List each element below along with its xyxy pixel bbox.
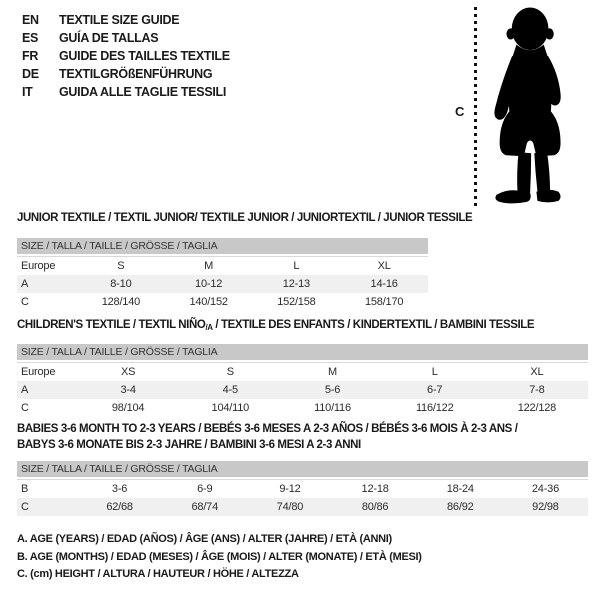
- size-cell: XL: [530, 366, 544, 378]
- language-label: GUÍA DE TALLAS: [59, 31, 159, 45]
- size-cell: 74/80: [276, 501, 304, 513]
- size-cell: 80/86: [361, 501, 389, 513]
- size-cell: 68/74: [191, 501, 219, 513]
- row-label-cell: C: [21, 501, 29, 513]
- size-cell: 122/128: [517, 402, 557, 414]
- table-row: [17, 256, 428, 275]
- children-title-text: / TEXTILE DES ENFANTS / KINDERTEXTIL / BAMBINI TESSILE: [212, 319, 535, 331]
- size-cell: 12-18: [361, 483, 389, 495]
- size-cell: 6-9: [197, 483, 213, 495]
- baby-silhouette-icon: [486, 5, 570, 208]
- size-cell: 110/116: [314, 402, 351, 414]
- size-cell: 3-4: [120, 384, 136, 396]
- size-cell: M: [328, 366, 337, 378]
- size-cell: 3-6: [111, 483, 128, 495]
- size-cell: 128/140: [101, 296, 141, 308]
- children-size-table: [17, 344, 588, 417]
- size-cell: 24-36: [531, 483, 560, 495]
- babies-title-line2: BABYS 3-6 MONATE BIS 2-3 JAHRE / BAMBINI 3-6 MESI A 2-3 ANNI: [17, 439, 361, 451]
- size-cell: 18-24: [446, 483, 474, 495]
- size-cell: 98/104: [111, 402, 145, 414]
- size-cell: S: [226, 366, 234, 378]
- size-cell: L: [293, 260, 300, 272]
- junior-size-table: [17, 238, 428, 311]
- size-cell: 62/68: [106, 501, 133, 513]
- table-row: [17, 479, 588, 498]
- row-label-cell: C: [21, 402, 29, 414]
- size-cell: L: [431, 366, 438, 378]
- row-label-cell: Europe: [21, 260, 56, 272]
- children-title-text: CHILDREN'S TEXTILE / TEXTIL NIÑO: [17, 319, 206, 331]
- size-cell: 7-8: [529, 384, 545, 396]
- size-cell: 5-6: [324, 384, 341, 396]
- babies-size-table: [17, 461, 588, 516]
- row-label-cell: C: [21, 296, 29, 308]
- size-cell: 12-13: [282, 278, 310, 290]
- table-row: [17, 498, 588, 516]
- language-row-fr: [22, 47, 230, 65]
- size-header-bar: SIZE / TALLA / TAILLE / GRÖSSE / TAGLIA: [17, 461, 588, 477]
- legend-item-c: C. (cm) HEIGHT / ALTURA / HAUTEUR / HÖHE / ALTEZZA: [17, 568, 299, 580]
- size-cell: 104/110: [211, 402, 250, 414]
- legend-item-b: B. AGE (MONTHS) / EDAD (MESES) / ÂGE (MOIS) / ALTER (MONATE) / ETÀ (MESI): [17, 550, 422, 563]
- size-cell: 152/158: [277, 296, 316, 308]
- size-cell: S: [117, 260, 125, 272]
- language-row-de: [22, 65, 230, 83]
- language-code: EN: [22, 13, 39, 27]
- size-cell: XL: [377, 260, 391, 272]
- size-cell: 140/152: [189, 296, 228, 308]
- table-row: [17, 381, 588, 399]
- children-table-title: [17, 319, 534, 332]
- row-label-cell: A: [21, 384, 29, 396]
- size-header-bar: SIZE / TALLA / TAILLE / GRÖSSE / TAGLIA: [17, 238, 428, 254]
- language-label: TEXTILE SIZE GUIDE: [59, 13, 180, 27]
- table-row: [17, 362, 588, 381]
- language-row-en: [22, 11, 230, 29]
- size-cell: 116/122: [415, 402, 454, 414]
- size-cell: 10-12: [195, 278, 223, 290]
- table-row: [17, 293, 428, 311]
- language-code: FR: [22, 49, 39, 63]
- legend-item-a: A. AGE (YEARS) / EDAD (AÑOS) / ÂGE (ANS) / ALTER (JAHRE) / ETÀ (ANNI): [17, 533, 392, 545]
- language-label: GUIDA ALLE TAGLIE TESSILI: [59, 85, 227, 99]
- language-code: IT: [22, 85, 33, 99]
- size-cell: 9-12: [279, 483, 301, 495]
- size-cell: 4-5: [222, 384, 238, 396]
- language-row-it: [22, 83, 230, 101]
- size-cell: XS: [120, 366, 136, 378]
- size-header-bar: SIZE / TALLA / TAILLE / GRÖSSE / TAGLIA: [17, 344, 588, 360]
- size-cell: 14-16: [370, 278, 398, 290]
- height-dotted-line: [474, 7, 477, 208]
- legend: [17, 531, 422, 584]
- size-cell: 6-7: [427, 384, 443, 396]
- table-row: [17, 399, 588, 417]
- row-label-cell: A: [21, 278, 29, 290]
- babies-title-line1: BABIES 3-6 MONTH TO 2-3 YEARS / BEBÉS 3-6 MESES A 2-3 AÑOS / BÉBÉS 3-6 MOIS À 2-3 ANS /: [17, 423, 518, 435]
- language-code: ES: [22, 31, 39, 45]
- children-title-subscript: /A: [205, 323, 213, 332]
- size-cell: 8-10: [110, 278, 132, 290]
- row-label-cell: Europe: [21, 366, 56, 378]
- language-label: GUIDE DES TAILLES TEXTILE: [59, 49, 230, 63]
- language-code: DE: [22, 67, 39, 81]
- language-label: TEXTILGRÖßENFÜHRUNG: [59, 67, 213, 81]
- language-row-es: [22, 29, 230, 47]
- table-row: [17, 275, 428, 293]
- size-cell: 92/98: [532, 501, 559, 513]
- size-cell: M: [204, 260, 214, 272]
- height-marker-label: C: [455, 104, 465, 119]
- row-label-cell: B: [21, 483, 29, 495]
- size-cell: 86/92: [447, 501, 474, 513]
- junior-table-title: JUNIOR TEXTILE / TEXTIL JUNIOR/ TEXTILE JUNIOR / JUNIORTEXTIL / JUNIOR TESSILE: [17, 212, 473, 224]
- language-list: [22, 11, 230, 101]
- babies-table-title: [17, 421, 577, 453]
- size-cell: 158/170: [364, 296, 404, 308]
